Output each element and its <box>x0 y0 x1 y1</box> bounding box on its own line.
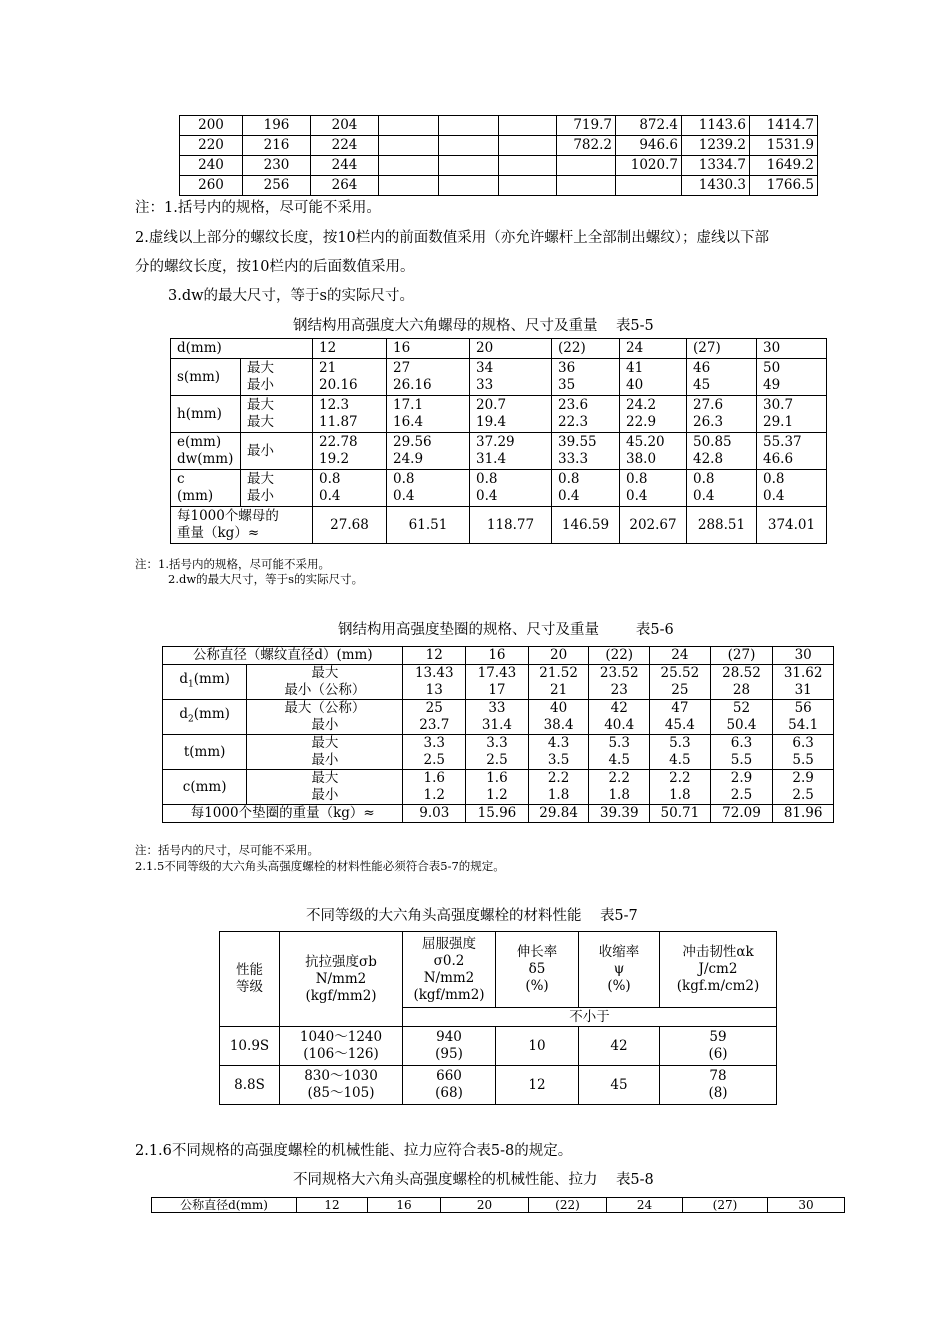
table-5-5 <box>170 338 827 544</box>
value-cell: 22.78 19.2 <box>313 433 387 470</box>
value-cell: 3.3 2.5 <box>466 735 529 770</box>
weight-cell: 146.59 <box>552 507 620 544</box>
value-cell: 36 35 <box>552 359 620 396</box>
value-cell: 23.52 23 <box>589 665 650 700</box>
table-5-6 <box>162 646 834 823</box>
size-header: 20 <box>528 647 589 665</box>
h-yield: 屈服强度 σ0.2 N/mm2 (kgf/mm2) <box>403 932 496 1008</box>
table-5-5-caption: 钢结构用高强度大六角螺母的规格、尺寸及重量 表5-5 <box>293 318 654 334</box>
table-5-8-caption: 不同规格大六角头高强度螺栓的机械性能、拉力 表5-8 <box>293 1172 654 1188</box>
table-cell: 1649.2 <box>750 156 818 176</box>
table-row <box>163 770 834 805</box>
table-cell: 220 <box>180 136 243 156</box>
table-cell: 1766.5 <box>750 176 818 196</box>
weight-cell: 118.77 <box>470 507 552 544</box>
value-cell: 0.8 0.4 <box>387 470 470 507</box>
size-header: 16 <box>368 1198 441 1213</box>
weight-row <box>171 507 827 544</box>
value-cell: 24.2 22.9 <box>620 396 687 433</box>
value-cell: 30.7 29.1 <box>757 396 827 433</box>
impact-cell: 59 (6) <box>660 1027 777 1066</box>
t56-note-1: 注：括号内的尺寸，尽可能不采用。 <box>135 843 319 857</box>
grade-cell: 10.9S <box>220 1027 280 1066</box>
table-row <box>171 396 827 433</box>
table-cell: 216 <box>243 136 311 156</box>
table-5-6-caption: 钢结构用高强度垫圈的规格、尺寸及重量 表5-6 <box>338 622 674 638</box>
value-cell: 46 45 <box>687 359 757 396</box>
t56-note-2: 2.1.5不同等级的大六角头高强度螺栓的材料性能必须符合表5-7的规定。 <box>135 859 505 873</box>
value-cell: 33 31.4 <box>466 700 529 735</box>
value-cell: 0.8 0.4 <box>470 470 552 507</box>
elong-cell: 12 <box>496 1066 579 1105</box>
t55-note-2: 2.dw的最大尺寸，等于s的实际尺寸。 <box>168 572 364 586</box>
t55-note-1: 注：1.括号内的规格，尽可能不采用。 <box>135 557 330 571</box>
size-header: 30 <box>768 1198 845 1213</box>
shrink-cell: 42 <box>579 1027 660 1066</box>
table-cell: 1531.9 <box>750 136 818 156</box>
table-cell: 240 <box>180 156 243 176</box>
row-sublabel: 最大 最小 <box>241 470 313 507</box>
table-cell <box>557 176 616 196</box>
tensile-cell: 830～1030 (85～105) <box>280 1066 403 1105</box>
table-cell: 1239.2 <box>682 136 750 156</box>
not-less-than: 不小于 <box>403 1008 777 1027</box>
header-row <box>152 1198 845 1213</box>
row-sublabel: 最大 最大 <box>241 396 313 433</box>
table-row <box>180 176 818 196</box>
table-row <box>163 735 834 770</box>
table-row <box>180 156 818 176</box>
weight-cell: 288.51 <box>687 507 757 544</box>
value-cell: 6.3 5.5 <box>773 735 834 770</box>
head-label: 公称直径d(mm) <box>152 1198 297 1213</box>
value-cell: 27 26.16 <box>387 359 470 396</box>
size-header: (27) <box>710 647 773 665</box>
table-cell: 256 <box>243 176 311 196</box>
table-cell <box>616 176 682 196</box>
value-cell: 50 49 <box>757 359 827 396</box>
value-cell: 21 20.16 <box>313 359 387 396</box>
header-row <box>163 647 834 665</box>
value-cell: 1.6 1.2 <box>403 770 466 805</box>
size-header: 12 <box>403 647 466 665</box>
elong-cell: 10 <box>496 1027 579 1066</box>
table-cell: 224 <box>311 136 379 156</box>
value-cell: 2.9 2.5 <box>710 770 773 805</box>
note-3: 3.dw的最大尺寸，等于s的实际尺寸。 <box>168 288 414 304</box>
table-cell <box>499 136 557 156</box>
table-cell <box>499 116 557 136</box>
weight-cell: 61.51 <box>387 507 470 544</box>
table-5-7-caption: 不同等级的大六角头高强度螺栓的材料性能 表5-7 <box>306 908 638 924</box>
table-cell <box>439 176 499 196</box>
value-cell: 3.3 2.5 <box>403 735 466 770</box>
value-cell: 13.43 13 <box>403 665 466 700</box>
value-cell: 29.56 24.9 <box>387 433 470 470</box>
note-2b: 分的螺纹长度，按10栏内的后面数值采用。 <box>135 259 415 275</box>
value-cell: 4.3 3.5 <box>528 735 589 770</box>
top-bolt-table <box>179 115 818 196</box>
size-header: (22) <box>552 339 620 359</box>
header-row <box>171 339 827 359</box>
value-cell: 17.1 16.4 <box>387 396 470 433</box>
value-cell: 52 50.4 <box>710 700 773 735</box>
size-header: (27) <box>683 1198 768 1213</box>
size-header: (22) <box>589 647 650 665</box>
table-cell <box>379 156 439 176</box>
row-sublabel: 最大 最小（公称） <box>247 665 403 700</box>
value-cell: 31.62 31 <box>773 665 834 700</box>
size-header: 20 <box>470 339 552 359</box>
row-sublabel: 最大 最小 <box>241 359 313 396</box>
table-cell: 1334.7 <box>682 156 750 176</box>
value-cell: 6.3 5.5 <box>710 735 773 770</box>
value-cell: 17.43 17 <box>466 665 529 700</box>
weight-cell: 39.39 <box>589 805 650 823</box>
value-cell: 2.9 2.5 <box>773 770 834 805</box>
value-cell: 0.8 0.4 <box>313 470 387 507</box>
row-label: c(mm) <box>163 770 247 805</box>
value-cell: 42 40.4 <box>589 700 650 735</box>
row-label: s(mm) <box>171 359 241 396</box>
size-header: 16 <box>466 647 529 665</box>
size-header: 12 <box>297 1198 368 1213</box>
value-cell: 20.7 19.4 <box>470 396 552 433</box>
table-cell <box>439 116 499 136</box>
value-cell: 2.2 1.8 <box>589 770 650 805</box>
table-row <box>171 433 827 470</box>
weight-cell: 15.96 <box>466 805 529 823</box>
size-header: (27) <box>687 339 757 359</box>
table-row <box>171 359 827 396</box>
table-cell <box>379 116 439 136</box>
size-header: 12 <box>313 339 387 359</box>
shrink-cell: 45 <box>579 1066 660 1105</box>
weight-cell: 202.67 <box>620 507 687 544</box>
weight-row <box>163 805 834 823</box>
value-cell: 2.2 1.8 <box>650 770 711 805</box>
weight-cell: 72.09 <box>710 805 773 823</box>
table-cell: 1414.7 <box>750 116 818 136</box>
weight-cell: 29.84 <box>528 805 589 823</box>
table-row <box>180 136 818 156</box>
value-cell: 0.8 0.4 <box>687 470 757 507</box>
weight-cell: 374.01 <box>757 507 827 544</box>
table-cell: 196 <box>243 116 311 136</box>
row-label: t(mm) <box>163 735 247 770</box>
row-label: $d_2(mm)$ <box>163 700 247 735</box>
row-sublabel: 最大（公称） 最小 <box>247 700 403 735</box>
value-cell: 12.3 11.87 <box>313 396 387 433</box>
size-header: 24 <box>620 339 687 359</box>
table-cell: 244 <box>311 156 379 176</box>
table-cell <box>379 176 439 196</box>
table-cell <box>499 176 557 196</box>
size-header: (22) <box>529 1198 607 1213</box>
table-cell: 204 <box>311 116 379 136</box>
yield-cell: 660 (68) <box>403 1066 496 1105</box>
value-cell: 34 33 <box>470 359 552 396</box>
table-cell: 260 <box>180 176 243 196</box>
note-1: 注：1.括号内的规格，尽可能不采用。 <box>135 200 381 216</box>
note-2a: 2.虚线以上部分的螺纹长度，按10栏内的前面数值采用（亦允许螺杆上全部制出螺纹）；虚线以下部 <box>135 230 770 246</box>
value-cell: 2.2 1.8 <box>528 770 589 805</box>
row-label: h(mm) <box>171 396 241 433</box>
table-cell: 1143.6 <box>682 116 750 136</box>
size-header: 30 <box>773 647 834 665</box>
weight-cell: 27.68 <box>313 507 387 544</box>
h-grade: 性能 等级 <box>220 932 280 1027</box>
h-impact: 冲击韧性αk J/cm2 (kgf.m/cm2) <box>660 932 777 1008</box>
value-cell: 28.52 28 <box>710 665 773 700</box>
table-cell <box>499 156 557 176</box>
row-label: e(mm) dw(mm) <box>171 433 241 470</box>
value-cell: 0.8 0.4 <box>620 470 687 507</box>
size-header: 24 <box>607 1198 683 1213</box>
table-cell: 782.2 <box>557 136 616 156</box>
table-cell: 946.6 <box>616 136 682 156</box>
weight-label: 每1000个螺母的 重量（kg）≈ <box>171 507 313 544</box>
table-cell <box>379 136 439 156</box>
value-cell: 40 38.4 <box>528 700 589 735</box>
value-cell: 25.52 25 <box>650 665 711 700</box>
table-cell <box>557 156 616 176</box>
para-2-1-6: 2.1.6不同规格的高强度螺栓的机械性能、拉力应符合表5-8的规定。 <box>135 1143 573 1159</box>
table-row <box>163 700 834 735</box>
head-label: d(mm) <box>171 339 313 359</box>
value-cell: 56 54.1 <box>773 700 834 735</box>
value-cell: 0.8 0.4 <box>757 470 827 507</box>
row-label: c (mm) <box>171 470 241 507</box>
weight-cell: 81.96 <box>773 805 834 823</box>
table-5-8 <box>151 1197 845 1213</box>
value-cell: 5.3 4.5 <box>589 735 650 770</box>
table-cell <box>439 156 499 176</box>
value-cell: 27.6 26.3 <box>687 396 757 433</box>
table-cell: 872.4 <box>616 116 682 136</box>
value-cell: 0.8 0.4 <box>552 470 620 507</box>
table-cell: 719.7 <box>557 116 616 136</box>
size-header: 24 <box>650 647 711 665</box>
impact-cell: 78 (8) <box>660 1066 777 1105</box>
value-cell: 23.6 22.3 <box>552 396 620 433</box>
value-cell: 5.3 4.5 <box>650 735 711 770</box>
size-header: 30 <box>757 339 827 359</box>
value-cell: 25 23.7 <box>403 700 466 735</box>
h-tensile: 抗拉强度σb N/mm2 (kgf/mm2) <box>280 932 403 1027</box>
size-header: 20 <box>441 1198 529 1213</box>
value-cell: 47 45.4 <box>650 700 711 735</box>
table-row <box>171 470 827 507</box>
grade-cell: 8.8S <box>220 1066 280 1105</box>
table-cell: 200 <box>180 116 243 136</box>
weight-label: 每1000个垫圈的重量（kg）≈ <box>163 805 403 823</box>
row-sublabel: 最小 <box>241 433 313 470</box>
table-cell <box>439 136 499 156</box>
h-shrink: 收缩率 ψ (%) <box>579 932 660 1008</box>
h-elong: 伸长率 δ5 (%) <box>496 932 579 1008</box>
table-row <box>163 665 834 700</box>
weight-cell: 50.71 <box>650 805 711 823</box>
table-row <box>180 116 818 136</box>
row-label: $d_1(mm)$ <box>163 665 247 700</box>
table-5-7 <box>219 931 777 1105</box>
table-cell: 1430.3 <box>682 176 750 196</box>
tensile-cell: 1040～1240 (106～126) <box>280 1027 403 1066</box>
yield-cell: 940 (95) <box>403 1027 496 1066</box>
weight-cell: 9.03 <box>403 805 466 823</box>
size-header: 16 <box>387 339 470 359</box>
table-cell: 264 <box>311 176 379 196</box>
head-label: 公称直径（螺纹直径d）(mm) <box>163 647 403 665</box>
row-sublabel: 最大 最小 <box>247 770 403 805</box>
table-cell: 1020.7 <box>616 156 682 176</box>
value-cell: 1.6 1.2 <box>466 770 529 805</box>
table-cell: 230 <box>243 156 311 176</box>
value-cell: 41 40 <box>620 359 687 396</box>
value-cell: 55.37 46.6 <box>757 433 827 470</box>
value-cell: 45.20 38.0 <box>620 433 687 470</box>
value-cell: 39.55 33.3 <box>552 433 620 470</box>
row-sublabel: 最大 最小 <box>247 735 403 770</box>
value-cell: 37.29 31.4 <box>470 433 552 470</box>
value-cell: 50.85 42.8 <box>687 433 757 470</box>
value-cell: 21.52 21 <box>528 665 589 700</box>
